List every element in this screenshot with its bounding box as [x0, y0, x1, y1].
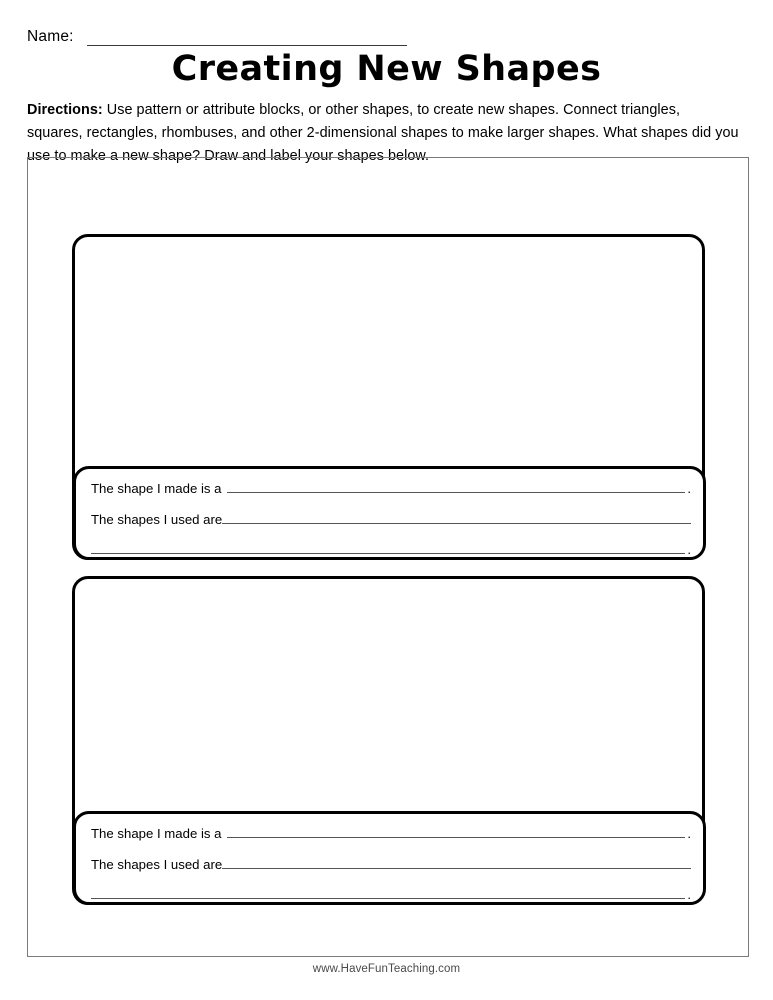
blank-continuation-2[interactable]	[91, 887, 685, 899]
answer-line-continuation-2	[91, 887, 691, 902]
period-shape-made-2: .	[687, 826, 691, 841]
prompt-shape-made-2: The shape I made is a	[91, 826, 222, 841]
period-shape-made-1: .	[687, 481, 691, 496]
directions-text: Use pattern or attribute blocks, or other shapes, to create new shapes. Connect triangles, squares, rectangles, rhombuses, and other 2-dimensional shapes to make larger shapes. What shapes did you use to make a new shape? Draw and label your shapes below.	[27, 102, 739, 164]
name-label: Name:	[27, 28, 74, 45]
blank-shape-made-2[interactable]	[227, 826, 685, 838]
activity-block-2	[72, 576, 705, 905]
answer-line-shapes-used-2	[91, 857, 691, 872]
answer-line-shapes-used-1	[91, 512, 691, 527]
prompt-shape-made-1: The shape I made is a	[91, 481, 222, 496]
blank-continuation-1[interactable]	[91, 542, 685, 554]
blank-shapes-used-2[interactable]	[222, 857, 691, 869]
answer-line-continuation-1	[91, 542, 691, 557]
answer-line-shape-made-1	[91, 481, 691, 496]
answer-box-2	[73, 811, 706, 905]
prompt-shapes-used-1: The shapes I used are	[91, 512, 223, 527]
blank-shapes-used-1[interactable]	[222, 512, 691, 524]
name-write-in-line[interactable]	[87, 31, 407, 46]
directions-label: Directions:	[27, 102, 103, 118]
activity-block-1	[72, 234, 705, 560]
answer-box-1	[73, 466, 706, 560]
page-title: Creating New Shapes	[171, 49, 602, 89]
footer-website: www.HaveFunTeaching.com	[312, 963, 461, 975]
name-row	[27, 22, 407, 46]
period-continuation-2: .	[687, 887, 691, 902]
period-continuation-1: .	[687, 542, 691, 557]
answer-line-shape-made-2	[91, 826, 691, 841]
prompt-shapes-used-2: The shapes I used are	[91, 857, 223, 872]
blank-shape-made-1[interactable]	[227, 481, 685, 493]
